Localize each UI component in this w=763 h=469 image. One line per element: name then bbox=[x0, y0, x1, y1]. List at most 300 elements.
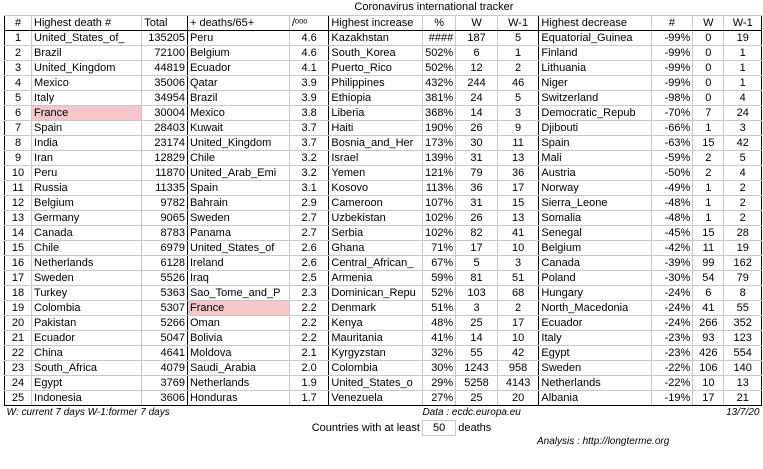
increase-w1[interactable]: 68 bbox=[497, 285, 539, 300]
increase-w[interactable]: 6 bbox=[456, 45, 498, 60]
row-num[interactable]: 6 bbox=[5, 105, 32, 120]
decrease-w1[interactable]: 352 bbox=[724, 315, 762, 330]
increase-pct[interactable]: 502% bbox=[422, 60, 455, 75]
increase-country[interactable]: Puerto_Rico bbox=[329, 60, 423, 75]
decrease-country[interactable]: Albania bbox=[539, 390, 651, 405]
decrease-country[interactable]: Niger bbox=[539, 75, 651, 90]
decrease-w[interactable]: 41 bbox=[693, 300, 724, 315]
decrease-w[interactable]: 7 bbox=[693, 105, 724, 120]
decrease-pct[interactable]: -30% bbox=[651, 270, 693, 285]
decrease-w[interactable]: 11 bbox=[693, 240, 724, 255]
death-total[interactable]: 9782 bbox=[142, 195, 188, 210]
increase-w1[interactable]: 13 bbox=[497, 150, 539, 165]
decrease-pct[interactable]: -24% bbox=[651, 285, 693, 300]
increase-country[interactable]: Colombia bbox=[329, 360, 423, 375]
decrease-pct[interactable]: -70% bbox=[651, 105, 693, 120]
decrease-w1[interactable]: 2 bbox=[724, 180, 762, 195]
rate-country[interactable]: Netherlands bbox=[187, 375, 289, 390]
decrease-w1[interactable]: 123 bbox=[724, 330, 762, 345]
row-num[interactable]: 15 bbox=[5, 240, 32, 255]
rate-country[interactable]: United_Kingdom bbox=[187, 135, 289, 150]
decrease-w[interactable]: 1 bbox=[693, 210, 724, 225]
decrease-pct[interactable]: -49% bbox=[651, 180, 693, 195]
rate-value[interactable]: 3.7 bbox=[289, 120, 329, 135]
rate-value[interactable]: 2.9 bbox=[289, 195, 329, 210]
death-country[interactable]: Turkey bbox=[32, 285, 142, 300]
increase-country[interactable]: Ghana bbox=[329, 240, 423, 255]
increase-w[interactable]: 31 bbox=[456, 150, 498, 165]
decrease-pct[interactable]: -23% bbox=[651, 345, 693, 360]
increase-w[interactable]: 82 bbox=[456, 225, 498, 240]
header-num2[interactable]: # bbox=[651, 15, 693, 30]
increase-country[interactable]: Kyrgyzstan bbox=[329, 345, 423, 360]
row-num[interactable]: 4 bbox=[5, 75, 32, 90]
header-num[interactable]: # bbox=[5, 15, 32, 30]
death-country[interactable]: Sweden bbox=[32, 270, 142, 285]
decrease-w1[interactable]: 42 bbox=[724, 135, 762, 150]
header-w[interactable]: W bbox=[456, 15, 498, 30]
increase-country[interactable]: Yemen bbox=[329, 165, 423, 180]
increase-country[interactable]: Mauritania bbox=[329, 330, 423, 345]
death-country[interactable]: Ecuador bbox=[32, 330, 142, 345]
death-total[interactable]: 6979 bbox=[142, 240, 188, 255]
increase-w[interactable]: 14 bbox=[456, 105, 498, 120]
decrease-w[interactable]: 99 bbox=[693, 255, 724, 270]
decrease-pct[interactable]: -23% bbox=[651, 330, 693, 345]
increase-w1[interactable]: 3 bbox=[497, 105, 539, 120]
decrease-country[interactable]: Finland bbox=[539, 45, 651, 60]
death-total[interactable]: 135205 bbox=[142, 30, 188, 45]
death-total[interactable]: 6128 bbox=[142, 255, 188, 270]
increase-pct[interactable]: 52% bbox=[422, 285, 455, 300]
increase-country[interactable]: Armenia bbox=[329, 270, 423, 285]
rate-country[interactable]: Honduras bbox=[187, 390, 289, 405]
increase-w1[interactable]: 3 bbox=[497, 255, 539, 270]
decrease-w[interactable]: 17 bbox=[693, 390, 724, 405]
death-total[interactable]: 5363 bbox=[142, 285, 188, 300]
header-plus-deaths[interactable]: + deaths/65+ bbox=[187, 15, 289, 30]
death-country[interactable]: Canada bbox=[32, 225, 142, 240]
increase-w[interactable]: 25 bbox=[456, 315, 498, 330]
increase-country[interactable]: Central_African_ bbox=[329, 255, 423, 270]
rate-value[interactable]: 2.7 bbox=[289, 210, 329, 225]
increase-w[interactable]: 244 bbox=[456, 75, 498, 90]
increase-country[interactable]: Serbia bbox=[329, 225, 423, 240]
rate-value[interactable]: 2.1 bbox=[289, 345, 329, 360]
death-country[interactable]: Brazil bbox=[32, 45, 142, 60]
decrease-country[interactable]: Switzerland bbox=[539, 90, 651, 105]
rate-value[interactable]: 3.9 bbox=[289, 75, 329, 90]
decrease-country[interactable]: Egypt bbox=[539, 345, 651, 360]
rate-country[interactable]: Sweden bbox=[187, 210, 289, 225]
rate-value[interactable]: 2.2 bbox=[289, 330, 329, 345]
row-num[interactable]: 14 bbox=[5, 225, 32, 240]
decrease-w1[interactable]: 28 bbox=[724, 225, 762, 240]
rate-country[interactable]: Peru bbox=[187, 30, 289, 45]
rate-country[interactable]: Qatar bbox=[187, 75, 289, 90]
death-country[interactable]: Egypt bbox=[32, 375, 142, 390]
decrease-pct[interactable]: -24% bbox=[651, 315, 693, 330]
increase-w[interactable]: 1243 bbox=[456, 360, 498, 375]
rate-country[interactable]: France bbox=[187, 300, 289, 315]
decrease-w[interactable]: 266 bbox=[693, 315, 724, 330]
decrease-country[interactable]: Lithuania bbox=[539, 60, 651, 75]
increase-pct[interactable]: 139% bbox=[422, 150, 455, 165]
rate-value[interactable]: 2.0 bbox=[289, 360, 329, 375]
increase-pct[interactable]: 30% bbox=[422, 360, 455, 375]
decrease-country[interactable]: Norway bbox=[539, 180, 651, 195]
header-per-mil[interactable]: /ᵒᵒᵒ bbox=[289, 15, 329, 30]
decrease-pct[interactable]: -19% bbox=[651, 390, 693, 405]
increase-pct[interactable]: 67% bbox=[422, 255, 455, 270]
increase-pct[interactable]: 113% bbox=[422, 180, 455, 195]
decrease-w[interactable]: 93 bbox=[693, 330, 724, 345]
increase-w1[interactable]: 5 bbox=[497, 30, 539, 45]
rate-value[interactable]: 1.9 bbox=[289, 375, 329, 390]
rate-value[interactable]: 2.7 bbox=[289, 225, 329, 240]
decrease-pct[interactable]: -98% bbox=[651, 90, 693, 105]
decrease-country[interactable]: Sierra_Leone bbox=[539, 195, 651, 210]
decrease-pct[interactable]: -22% bbox=[651, 360, 693, 375]
increase-w[interactable]: 187 bbox=[456, 30, 498, 45]
rate-country[interactable]: Ireland bbox=[187, 255, 289, 270]
decrease-pct[interactable]: -99% bbox=[651, 75, 693, 90]
increase-pct[interactable]: 102% bbox=[422, 210, 455, 225]
increase-w[interactable]: 55 bbox=[456, 345, 498, 360]
decrease-country[interactable]: Sweden bbox=[539, 360, 651, 375]
increase-w1[interactable]: 9 bbox=[497, 120, 539, 135]
increase-w1[interactable]: 5 bbox=[497, 90, 539, 105]
decrease-w[interactable]: 426 bbox=[693, 345, 724, 360]
rate-value[interactable]: 2.5 bbox=[289, 270, 329, 285]
header-w1-2[interactable]: W-1 bbox=[724, 15, 762, 30]
decrease-w[interactable]: 0 bbox=[693, 60, 724, 75]
rate-value[interactable]: 2.2 bbox=[289, 300, 329, 315]
row-num[interactable]: 11 bbox=[5, 180, 32, 195]
decrease-w1[interactable]: 55 bbox=[724, 300, 762, 315]
increase-country[interactable]: Cameroon bbox=[329, 195, 423, 210]
death-total[interactable]: 3606 bbox=[142, 390, 188, 405]
rate-value[interactable]: 4.6 bbox=[289, 45, 329, 60]
death-country[interactable]: France bbox=[32, 105, 142, 120]
decrease-country[interactable]: Hungary bbox=[539, 285, 651, 300]
death-total[interactable]: 34954 bbox=[142, 90, 188, 105]
decrease-w[interactable]: 15 bbox=[693, 225, 724, 240]
row-num[interactable]: 8 bbox=[5, 135, 32, 150]
death-total[interactable]: 11335 bbox=[142, 180, 188, 195]
rate-country[interactable]: Brazil bbox=[187, 90, 289, 105]
decrease-w[interactable]: 2 bbox=[693, 150, 724, 165]
rate-value[interactable]: 2.3 bbox=[289, 285, 329, 300]
decrease-country[interactable]: Djibouti bbox=[539, 120, 651, 135]
increase-country[interactable]: Kosovo bbox=[329, 180, 423, 195]
decrease-w[interactable]: 0 bbox=[693, 90, 724, 105]
decrease-pct[interactable]: -45% bbox=[651, 225, 693, 240]
decrease-w[interactable]: 54 bbox=[693, 270, 724, 285]
row-num[interactable]: 21 bbox=[5, 330, 32, 345]
row-num[interactable]: 12 bbox=[5, 195, 32, 210]
increase-pct[interactable]: 173% bbox=[422, 135, 455, 150]
decrease-w1[interactable]: 24 bbox=[724, 105, 762, 120]
decrease-country[interactable]: Senegal bbox=[539, 225, 651, 240]
increase-w1[interactable]: 2 bbox=[497, 60, 539, 75]
increase-pct[interactable]: 368% bbox=[422, 105, 455, 120]
row-num[interactable]: 10 bbox=[5, 165, 32, 180]
increase-w1[interactable]: 958 bbox=[497, 360, 539, 375]
row-num[interactable]: 17 bbox=[5, 270, 32, 285]
decrease-w[interactable]: 0 bbox=[693, 45, 724, 60]
decrease-w1[interactable]: 2 bbox=[724, 210, 762, 225]
rate-country[interactable]: Kuwait bbox=[187, 120, 289, 135]
decrease-w[interactable]: 0 bbox=[693, 30, 724, 45]
decrease-country[interactable]: Netherlands bbox=[539, 375, 651, 390]
decrease-w1[interactable]: 1 bbox=[724, 45, 762, 60]
decrease-w1[interactable]: 79 bbox=[724, 270, 762, 285]
increase-w1[interactable]: 36 bbox=[497, 165, 539, 180]
row-num[interactable]: 7 bbox=[5, 120, 32, 135]
decrease-country[interactable]: Canada bbox=[539, 255, 651, 270]
increase-w[interactable]: 36 bbox=[456, 180, 498, 195]
rate-value[interactable]: 3.2 bbox=[289, 150, 329, 165]
increase-w1[interactable]: 2 bbox=[497, 300, 539, 315]
rate-country[interactable]: United_States_of bbox=[187, 240, 289, 255]
decrease-w[interactable]: 106 bbox=[693, 360, 724, 375]
death-country[interactable]: United_Kingdom bbox=[32, 60, 142, 75]
row-num[interactable]: 13 bbox=[5, 210, 32, 225]
increase-pct[interactable]: 502% bbox=[422, 45, 455, 60]
header-total[interactable]: Total bbox=[142, 15, 188, 30]
death-total[interactable]: 72100 bbox=[142, 45, 188, 60]
decrease-w1[interactable]: 1 bbox=[724, 60, 762, 75]
decrease-w[interactable]: 6 bbox=[693, 285, 724, 300]
increase-w[interactable]: 30 bbox=[456, 135, 498, 150]
rate-country[interactable]: Belgium bbox=[187, 45, 289, 60]
header-w1[interactable]: W-1 bbox=[497, 15, 539, 30]
increase-w1[interactable]: 15 bbox=[497, 195, 539, 210]
decrease-pct[interactable]: -48% bbox=[651, 210, 693, 225]
increase-w1[interactable]: 42 bbox=[497, 345, 539, 360]
decrease-pct[interactable]: -99% bbox=[651, 60, 693, 75]
rate-value[interactable]: 3.1 bbox=[289, 180, 329, 195]
increase-pct[interactable]: 71% bbox=[422, 240, 455, 255]
increase-w1[interactable]: 4143 bbox=[497, 375, 539, 390]
death-total[interactable]: 23174 bbox=[142, 135, 188, 150]
decrease-pct[interactable]: -63% bbox=[651, 135, 693, 150]
increase-pct[interactable]: 48% bbox=[422, 315, 455, 330]
death-total[interactable]: 5526 bbox=[142, 270, 188, 285]
row-num[interactable]: 19 bbox=[5, 300, 32, 315]
decrease-country[interactable]: Ecuador bbox=[539, 315, 651, 330]
death-country[interactable]: Italy bbox=[32, 90, 142, 105]
rate-country[interactable]: Saudi_Arabia bbox=[187, 360, 289, 375]
rate-value[interactable]: 4.1 bbox=[289, 60, 329, 75]
increase-w[interactable]: 25 bbox=[456, 390, 498, 405]
increase-w[interactable]: 26 bbox=[456, 210, 498, 225]
decrease-w1[interactable]: 162 bbox=[724, 255, 762, 270]
row-num[interactable]: 24 bbox=[5, 375, 32, 390]
increase-pct[interactable]: #### bbox=[422, 30, 455, 45]
death-total[interactable]: 5307 bbox=[142, 300, 188, 315]
decrease-w1[interactable]: 5 bbox=[724, 150, 762, 165]
death-total[interactable]: 9065 bbox=[142, 210, 188, 225]
increase-w1[interactable]: 13 bbox=[497, 210, 539, 225]
death-country[interactable]: Mexico bbox=[32, 75, 142, 90]
decrease-pct[interactable]: -99% bbox=[651, 45, 693, 60]
rate-country[interactable]: Sao_Tome_and_P bbox=[187, 285, 289, 300]
decrease-country[interactable]: Mali bbox=[539, 150, 651, 165]
decrease-pct[interactable]: -42% bbox=[651, 240, 693, 255]
header-highest-increase[interactable]: Highest increase bbox=[329, 15, 423, 30]
death-country[interactable]: Netherlands bbox=[32, 255, 142, 270]
rate-country[interactable]: Moldova bbox=[187, 345, 289, 360]
rate-country[interactable]: United_Arab_Emi bbox=[187, 165, 289, 180]
decrease-w[interactable]: 1 bbox=[693, 195, 724, 210]
increase-pct[interactable]: 59% bbox=[422, 270, 455, 285]
decrease-w1[interactable]: 2 bbox=[724, 195, 762, 210]
death-total[interactable]: 4641 bbox=[142, 345, 188, 360]
rate-country[interactable]: Chile bbox=[187, 150, 289, 165]
increase-w[interactable]: 5258 bbox=[456, 375, 498, 390]
decrease-country[interactable]: Belgium bbox=[539, 240, 651, 255]
decrease-w[interactable]: 1 bbox=[693, 180, 724, 195]
increase-w1[interactable]: 1 bbox=[497, 45, 539, 60]
increase-country[interactable]: Philippines bbox=[329, 75, 423, 90]
increase-country[interactable]: South_Korea bbox=[329, 45, 423, 60]
death-country[interactable]: Pakistan bbox=[32, 315, 142, 330]
increase-w1[interactable]: 41 bbox=[497, 225, 539, 240]
increase-w[interactable]: 5 bbox=[456, 255, 498, 270]
rate-value[interactable]: 1.7 bbox=[289, 390, 329, 405]
row-num[interactable]: 3 bbox=[5, 60, 32, 75]
header-w-2[interactable]: W bbox=[693, 15, 724, 30]
death-total[interactable]: 4079 bbox=[142, 360, 188, 375]
decrease-pct[interactable]: -24% bbox=[651, 300, 693, 315]
decrease-w1[interactable]: 554 bbox=[724, 345, 762, 360]
decrease-pct[interactable]: -59% bbox=[651, 150, 693, 165]
rate-country[interactable]: Bahrain bbox=[187, 195, 289, 210]
death-total[interactable]: 11870 bbox=[142, 165, 188, 180]
decrease-w[interactable]: 1 bbox=[693, 120, 724, 135]
decrease-country[interactable]: Poland bbox=[539, 270, 651, 285]
row-num[interactable]: 16 bbox=[5, 255, 32, 270]
increase-w1[interactable]: 10 bbox=[497, 330, 539, 345]
increase-w1[interactable]: 46 bbox=[497, 75, 539, 90]
increase-country[interactable]: Venezuela bbox=[329, 390, 423, 405]
rate-value[interactable]: 2.6 bbox=[289, 240, 329, 255]
death-country[interactable]: Germany bbox=[32, 210, 142, 225]
increase-pct[interactable]: 41% bbox=[422, 330, 455, 345]
rate-value[interactable]: 3.9 bbox=[289, 90, 329, 105]
decrease-w[interactable]: 10 bbox=[693, 375, 724, 390]
death-country[interactable]: United_States_of_ bbox=[32, 30, 142, 45]
increase-country[interactable]: Kenya bbox=[329, 315, 423, 330]
rate-country[interactable]: Mexico bbox=[187, 105, 289, 120]
decrease-country[interactable]: Austria bbox=[539, 165, 651, 180]
death-total[interactable]: 28403 bbox=[142, 120, 188, 135]
rate-country[interactable]: Bolivia bbox=[187, 330, 289, 345]
decrease-w1[interactable]: 3 bbox=[724, 120, 762, 135]
increase-pct[interactable]: 381% bbox=[422, 90, 455, 105]
increase-pct[interactable]: 107% bbox=[422, 195, 455, 210]
death-total[interactable]: 12829 bbox=[142, 150, 188, 165]
row-num[interactable]: 22 bbox=[5, 345, 32, 360]
decrease-country[interactable]: Italy bbox=[539, 330, 651, 345]
increase-country[interactable]: Bosnia_and_Her bbox=[329, 135, 423, 150]
death-country[interactable]: Russia bbox=[32, 180, 142, 195]
decrease-country[interactable]: Democratic_Repub bbox=[539, 105, 651, 120]
increase-w[interactable]: 24 bbox=[456, 90, 498, 105]
increase-pct[interactable]: 51% bbox=[422, 300, 455, 315]
decrease-w1[interactable]: 19 bbox=[724, 240, 762, 255]
rate-value[interactable]: 3.2 bbox=[289, 165, 329, 180]
death-country[interactable]: Belgium bbox=[32, 195, 142, 210]
header-pct[interactable]: % bbox=[422, 15, 455, 30]
increase-country[interactable]: Ethiopia bbox=[329, 90, 423, 105]
increase-country[interactable]: United_States_o bbox=[329, 375, 423, 390]
death-total[interactable]: 30004 bbox=[142, 105, 188, 120]
rate-value[interactable]: 3.8 bbox=[289, 105, 329, 120]
header-highest-decrease[interactable]: Highest decrease bbox=[539, 15, 651, 30]
increase-pct[interactable]: 32% bbox=[422, 345, 455, 360]
death-country[interactable]: Indonesia bbox=[32, 390, 142, 405]
death-total[interactable]: 44819 bbox=[142, 60, 188, 75]
decrease-country[interactable]: North_Macedonia bbox=[539, 300, 651, 315]
row-num[interactable]: 2 bbox=[5, 45, 32, 60]
death-country[interactable]: Chile bbox=[32, 240, 142, 255]
rate-value[interactable]: 2.6 bbox=[289, 255, 329, 270]
rate-country[interactable]: Ecuador bbox=[187, 60, 289, 75]
increase-w[interactable]: 103 bbox=[456, 285, 498, 300]
rate-country[interactable]: Spain bbox=[187, 180, 289, 195]
row-num[interactable]: 18 bbox=[5, 285, 32, 300]
increase-w[interactable]: 79 bbox=[456, 165, 498, 180]
row-num[interactable]: 9 bbox=[5, 150, 32, 165]
decrease-w1[interactable]: 8 bbox=[724, 285, 762, 300]
increase-pct[interactable]: 190% bbox=[422, 120, 455, 135]
death-total[interactable]: 8783 bbox=[142, 225, 188, 240]
death-country[interactable]: India bbox=[32, 135, 142, 150]
increase-w[interactable]: 12 bbox=[456, 60, 498, 75]
death-total[interactable]: 35006 bbox=[142, 75, 188, 90]
death-country[interactable]: South_Africa bbox=[32, 360, 142, 375]
death-country[interactable]: Iran bbox=[32, 150, 142, 165]
decrease-country[interactable]: Equatorial_Guinea bbox=[539, 30, 651, 45]
row-num[interactable]: 25 bbox=[5, 390, 32, 405]
decrease-w1[interactable]: 4 bbox=[724, 90, 762, 105]
decrease-w[interactable]: 15 bbox=[693, 135, 724, 150]
row-num[interactable]: 20 bbox=[5, 315, 32, 330]
decrease-w[interactable]: 0 bbox=[693, 75, 724, 90]
death-country[interactable]: Spain bbox=[32, 120, 142, 135]
increase-w1[interactable]: 10 bbox=[497, 240, 539, 255]
decrease-w1[interactable]: 140 bbox=[724, 360, 762, 375]
increase-country[interactable]: Denmark bbox=[329, 300, 423, 315]
increase-w1[interactable]: 17 bbox=[497, 315, 539, 330]
decrease-pct[interactable]: -48% bbox=[651, 195, 693, 210]
increase-country[interactable]: Uzbekistan bbox=[329, 210, 423, 225]
header-highest-death[interactable]: Highest death # bbox=[32, 15, 142, 30]
decrease-pct[interactable]: -50% bbox=[651, 165, 693, 180]
increase-w[interactable]: 17 bbox=[456, 240, 498, 255]
rate-value[interactable]: 2.2 bbox=[289, 315, 329, 330]
increase-w1[interactable]: 11 bbox=[497, 135, 539, 150]
rate-value[interactable]: 3.7 bbox=[289, 135, 329, 150]
increase-country[interactable]: Dominican_Repu bbox=[329, 285, 423, 300]
increase-w1[interactable]: 51 bbox=[497, 270, 539, 285]
increase-pct[interactable]: 27% bbox=[422, 390, 455, 405]
decrease-pct[interactable]: -66% bbox=[651, 120, 693, 135]
row-num[interactable]: 23 bbox=[5, 360, 32, 375]
